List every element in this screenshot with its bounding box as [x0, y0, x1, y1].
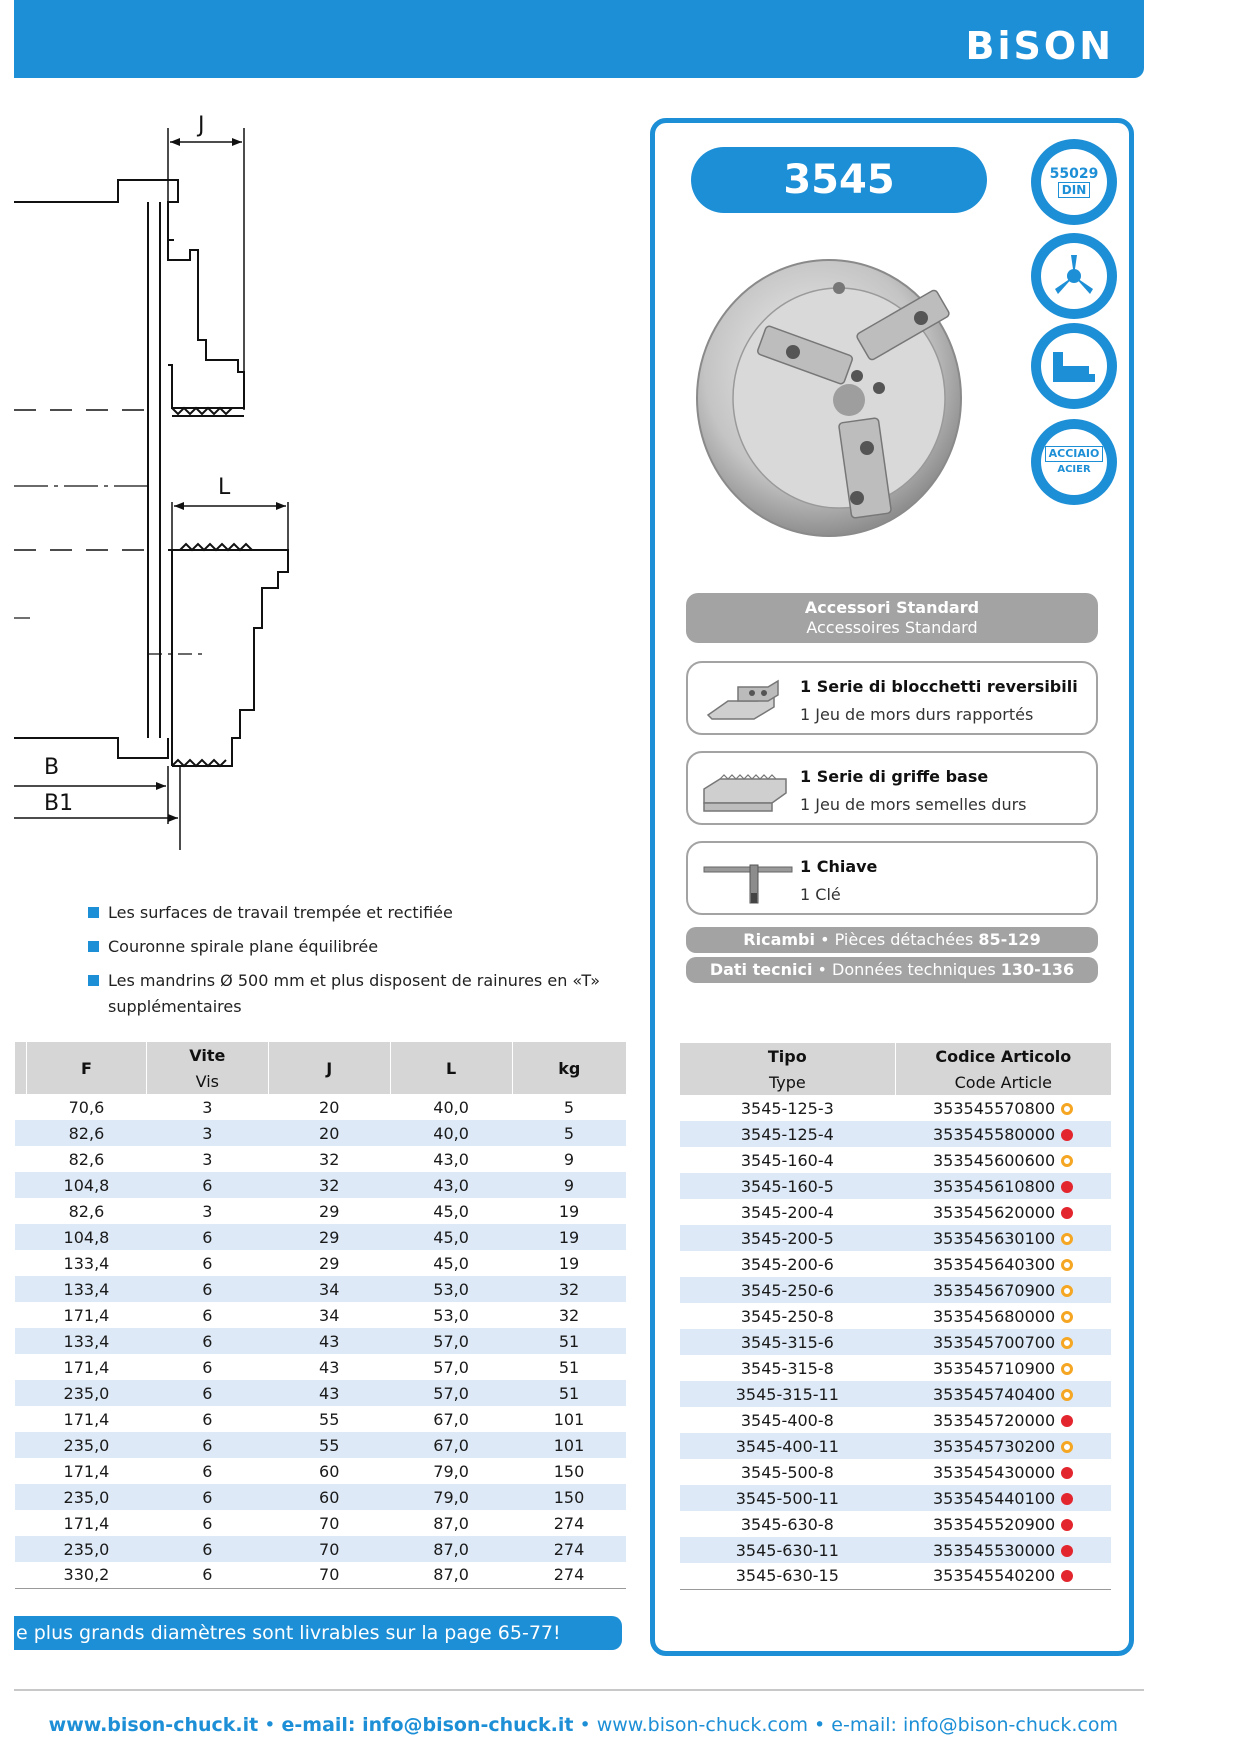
- spec-cell: 40,0: [390, 1120, 512, 1146]
- spec-cell: 171,4: [63, 1409, 110, 1429]
- article-code-cell: [895, 1147, 1111, 1173]
- spec-cell: 55: [268, 1432, 390, 1458]
- article-type-cell: 3545-200-6: [740, 1254, 834, 1274]
- feature-item: Les mandrins Ø 500 mm et plus disposent de rainures en «T» supplémentaires: [88, 968, 608, 1020]
- availability-ring-dot-icon: [1061, 1441, 1073, 1453]
- spec-cell-cut: [15, 1432, 27, 1458]
- article-code: 353545520900: [932, 1514, 1056, 1534]
- spec-cell: 19: [512, 1224, 626, 1250]
- article-code: 353545430000: [932, 1462, 1056, 1482]
- article-code: 353545620000: [932, 1202, 1056, 1222]
- article-code-cell: [895, 1355, 1111, 1381]
- spec-cell: 43,0: [433, 1149, 469, 1169]
- spec-cell: 6: [202, 1461, 213, 1481]
- article-row: [680, 1537, 1112, 1563]
- spec-cell: 70: [268, 1562, 390, 1588]
- article-type-cell: 3545-630-15: [680, 1563, 896, 1589]
- jaw-profile-badge-icon: [1031, 323, 1117, 409]
- spec-cell: 3: [202, 1097, 213, 1117]
- spec-cell: 133,4: [26, 1276, 146, 1302]
- spec-row: [15, 1536, 627, 1562]
- spec-cell: 6: [146, 1484, 268, 1510]
- code-header-codice: Codice Articolo: [895, 1043, 1111, 1069]
- spec-cell: 79,0: [433, 1461, 469, 1481]
- spec-cell: 330,2: [26, 1562, 146, 1588]
- din-number: 55029: [1049, 166, 1099, 182]
- dimension-l-label: L: [218, 475, 231, 500]
- article-row: [680, 1199, 1112, 1225]
- spec-cell: 6: [146, 1276, 268, 1302]
- spec-cell: 104,8: [26, 1224, 146, 1250]
- availability-filled-dot-icon: [1061, 1493, 1073, 1505]
- spec-cell: 171,4: [63, 1305, 110, 1325]
- spec-cell: 70,6: [68, 1097, 105, 1117]
- spec-row: [15, 1146, 627, 1172]
- spec-cell: 29: [319, 1201, 340, 1221]
- accessory-1-fr: 1 Jeu de mors durs rapportés: [800, 705, 1034, 724]
- spec-cell: 19: [558, 1201, 580, 1221]
- availability-filled-dot-icon: [1061, 1129, 1073, 1141]
- spec-cell: 5: [563, 1097, 575, 1117]
- spec-cell: 101: [553, 1409, 585, 1429]
- spec-cell-cut: [15, 1328, 27, 1354]
- article-type-cell: 3545-315-8: [740, 1358, 834, 1378]
- spec-cell: 3: [202, 1149, 213, 1169]
- spec-cell-cut: [15, 1120, 27, 1146]
- spec-cell-cut: [15, 1146, 27, 1172]
- accessory-2-it: 1 Serie di griffe base: [800, 767, 989, 786]
- spec-row: [15, 1328, 627, 1354]
- accessory-reversible-jaws: [686, 661, 1098, 735]
- article-code: 353545740400: [932, 1384, 1056, 1404]
- article-type-cell: 3545-125-4: [680, 1121, 896, 1147]
- spec-cell: 235,0: [26, 1380, 146, 1406]
- spec-cell-cut: [15, 1224, 27, 1250]
- spec-cell: 45,0: [433, 1201, 469, 1221]
- article-type-cell: 3545-400-11: [680, 1433, 896, 1459]
- spec-row: [15, 1120, 627, 1146]
- spec-cell: 32: [268, 1172, 390, 1198]
- spec-header-cut: [15, 1042, 27, 1094]
- spec-row: [15, 1458, 627, 1484]
- spec-cell: 87,0: [390, 1562, 512, 1588]
- spec-cell-cut: [15, 1510, 27, 1536]
- availability-filled-dot-icon: [1061, 1519, 1073, 1531]
- availability-ring-dot-icon: [1061, 1389, 1073, 1401]
- spec-cell: 6: [202, 1357, 213, 1377]
- article-code: 353545700700: [932, 1332, 1056, 1352]
- article-code: 353545720000: [932, 1410, 1056, 1430]
- code-header-code: Code Article: [895, 1069, 1111, 1095]
- article-type-cell: 3545-200-5: [680, 1225, 896, 1251]
- article-code-cell: [895, 1225, 1111, 1251]
- spec-cell: 32: [558, 1305, 580, 1325]
- article-code-cell: [895, 1537, 1111, 1563]
- spec-cell: 101: [512, 1432, 626, 1458]
- spec-cell-cut: [15, 1302, 27, 1328]
- article-code-cell: [895, 1459, 1111, 1485]
- chuck-product-image: [689, 248, 989, 548]
- spec-cell-cut: [15, 1380, 27, 1406]
- code-header-tipo: Tipo: [680, 1043, 896, 1069]
- spec-cell: 6: [202, 1253, 213, 1273]
- article-row: [680, 1459, 1112, 1485]
- spec-cell: 6: [146, 1380, 268, 1406]
- spec-cell: 43,0: [390, 1172, 512, 1198]
- spec-cell: 6: [146, 1328, 268, 1354]
- spec-cell: 133,4: [26, 1328, 146, 1354]
- article-type-cell: 3545-315-6: [680, 1329, 896, 1355]
- article-code-cell: [895, 1303, 1111, 1329]
- availability-filled-dot-icon: [1061, 1207, 1073, 1219]
- jaw-step-symbol-icon: [1049, 346, 1099, 386]
- accessory-base-jaws: [686, 751, 1098, 825]
- spec-cell: 29: [268, 1224, 390, 1250]
- spec-cell: 87,0: [390, 1536, 512, 1562]
- product-panel: [650, 118, 1134, 1656]
- article-type-cell: 3545-315-11: [680, 1381, 896, 1407]
- square-bullet-icon: [88, 975, 99, 986]
- technical-data-link[interactable]: Dati tecnici • Données techniques 130-136: [686, 957, 1098, 983]
- article-code-cell: [895, 1173, 1111, 1199]
- spec-cell: 60: [319, 1461, 340, 1481]
- base-jaws-icon: [698, 761, 794, 817]
- article-type-cell: 3545-200-4: [740, 1202, 834, 1222]
- spec-cell: 79,0: [390, 1484, 512, 1510]
- article-row: [680, 1147, 1112, 1173]
- spec-cell: 40,0: [433, 1097, 469, 1117]
- spec-cell: 20: [319, 1097, 340, 1117]
- spec-cell-cut: [15, 1562, 27, 1588]
- spec-row: [15, 1562, 627, 1588]
- spec-header-l: L: [390, 1042, 512, 1094]
- spec-row: [15, 1198, 627, 1224]
- availability-filled-dot-icon: [1061, 1545, 1073, 1557]
- accessory-2-fr: 1 Jeu de mors semelles durs: [800, 795, 1027, 814]
- spec-cell: 6: [146, 1536, 268, 1562]
- spec-row: [15, 1276, 627, 1302]
- article-row: [680, 1433, 1112, 1459]
- spec-cell-cut: [15, 1354, 27, 1380]
- spec-cell: 82,6: [68, 1201, 105, 1221]
- spec-cell: 104,8: [26, 1172, 146, 1198]
- spec-cell: 6: [146, 1432, 268, 1458]
- dimension-j-label: J: [198, 113, 205, 138]
- article-code: 353545600600: [932, 1150, 1056, 1170]
- spec-row: [15, 1094, 627, 1120]
- spec-header-vite: Vite: [146, 1042, 268, 1068]
- spec-row: [15, 1406, 627, 1432]
- standard-accessories-header: Accessori Standard Accessoires Standard: [686, 593, 1098, 643]
- chuck-key-icon: [698, 851, 794, 907]
- spec-cell: 60: [268, 1484, 390, 1510]
- article-code: 353545680000: [932, 1306, 1056, 1326]
- three-jaw-chuck-badge-icon: [1031, 233, 1117, 319]
- article-code: 353545730200: [932, 1436, 1056, 1456]
- accessory-key: [686, 841, 1098, 915]
- spec-cell: 150: [512, 1484, 626, 1510]
- spec-cell: 6: [146, 1562, 268, 1588]
- availability-ring-dot-icon: [1061, 1363, 1073, 1375]
- feature-item: Les surfaces de travail trempée et rectifiée: [88, 900, 608, 926]
- reversible-jaws-icon: [698, 671, 794, 727]
- article-code: 353545530000: [932, 1540, 1056, 1560]
- article-row: [680, 1303, 1112, 1329]
- spec-cell: 171,4: [63, 1357, 110, 1377]
- steel-it-label: ACCIAIO: [1045, 446, 1104, 462]
- article-code-cell: [895, 1511, 1111, 1537]
- article-row: [680, 1381, 1112, 1407]
- din-gear-badge-icon: [1031, 139, 1117, 225]
- article-row: [680, 1225, 1112, 1251]
- spec-cell: 9: [512, 1172, 626, 1198]
- article-type-cell: 3545-400-8: [740, 1410, 834, 1430]
- spec-cell: 57,0: [390, 1328, 512, 1354]
- spec-cell: 82,6: [26, 1120, 146, 1146]
- article-code: 353545580000: [932, 1124, 1056, 1144]
- article-row: [680, 1121, 1112, 1147]
- spec-cell: 5: [512, 1120, 626, 1146]
- spec-cell-cut: [15, 1094, 27, 1120]
- spec-cell-cut: [15, 1276, 27, 1302]
- header-bar: [14, 0, 1144, 78]
- spec-cell: 67,0: [433, 1409, 469, 1429]
- spec-cell: 32: [512, 1276, 626, 1302]
- article-code-cell: [895, 1329, 1111, 1355]
- spec-cell-cut: [15, 1198, 27, 1224]
- spec-cell: 171,4: [63, 1513, 110, 1533]
- larger-diameters-notice: e plus grands diamètres sont livrables sur la page 65-77!: [14, 1616, 622, 1650]
- feature-list: [88, 900, 608, 1028]
- steel-badge-icon: [1031, 419, 1117, 505]
- article-code-cell: [895, 1251, 1111, 1277]
- spec-cell: 6: [202, 1409, 213, 1429]
- article-code-cell: [895, 1433, 1111, 1459]
- model-number: 3545: [691, 147, 987, 213]
- spec-cell: 274: [512, 1562, 626, 1588]
- footer-email-it[interactable]: e-mail: info@bison-chuck.it: [281, 1714, 574, 1736]
- spec-cell: 235,0: [26, 1432, 146, 1458]
- footer-email-com[interactable]: e-mail: info@bison-chuck.com: [831, 1714, 1118, 1736]
- spec-cell: 235,0: [26, 1536, 146, 1562]
- article-code-cell: [895, 1381, 1111, 1407]
- spec-row: [15, 1380, 627, 1406]
- availability-filled-dot-icon: [1061, 1570, 1073, 1582]
- spec-cell-cut: [15, 1172, 27, 1198]
- spec-cell: 19: [558, 1253, 580, 1273]
- accessory-3-it: 1 Chiave: [800, 857, 878, 876]
- article-type-cell: 3545-630-11: [680, 1537, 896, 1563]
- spec-cell: 6: [146, 1224, 268, 1250]
- spec-cell: 34: [268, 1276, 390, 1302]
- article-code: 353545630100: [932, 1228, 1056, 1248]
- spec-row: [15, 1432, 627, 1458]
- dimension-b-label: B: [44, 755, 60, 780]
- spec-cell: 235,0: [26, 1484, 146, 1510]
- spec-header-j: J: [268, 1042, 390, 1094]
- spec-cell-cut: [15, 1536, 27, 1562]
- article-code-cell: [895, 1485, 1111, 1511]
- availability-filled-dot-icon: [1061, 1181, 1073, 1193]
- article-row: [680, 1277, 1112, 1303]
- spec-cell: 171,4: [63, 1461, 110, 1481]
- spec-cell: 29: [319, 1253, 340, 1273]
- spec-cell-cut: [15, 1406, 27, 1432]
- code-header-type: Type: [680, 1069, 896, 1095]
- article-code-cell: [895, 1407, 1111, 1433]
- spec-cell-cut: [15, 1484, 27, 1510]
- footer-divider: [14, 1689, 1144, 1691]
- spec-cell: 6: [202, 1305, 213, 1325]
- article-code-cell: [895, 1095, 1111, 1121]
- spec-cell: 43: [268, 1328, 390, 1354]
- article-type-cell: 3545-160-5: [680, 1173, 896, 1199]
- spec-cell: 53,0: [433, 1305, 469, 1325]
- spec-table: [14, 1042, 626, 1589]
- article-code-cell: [895, 1277, 1111, 1303]
- spec-cell: 34: [319, 1305, 340, 1325]
- spec-cell: 82,6: [68, 1149, 105, 1169]
- article-type-cell: 3545-630-8: [740, 1514, 834, 1534]
- footer-site-com[interactable]: www.bison-chuck.com: [596, 1714, 808, 1736]
- spec-header-vis: Vis: [146, 1068, 268, 1094]
- spec-row: [15, 1354, 627, 1380]
- three-jaw-symbol-icon: [1049, 251, 1099, 301]
- availability-ring-dot-icon: [1061, 1337, 1073, 1349]
- spec-cell: 51: [558, 1357, 580, 1377]
- article-code-body: [680, 1095, 1112, 1589]
- spec-cell: 57,0: [390, 1380, 512, 1406]
- article-row: [680, 1355, 1112, 1381]
- availability-ring-dot-icon: [1061, 1155, 1073, 1167]
- footer: www.bison-chuck.it • e-mail: info@bison-chuck.it • www.bison-chuck.com • e-mail: info@bison-chuck.com: [48, 1714, 1118, 1736]
- spec-cell: 3: [202, 1201, 213, 1221]
- spec-cell: 51: [512, 1328, 626, 1354]
- spec-cell: 133,4: [63, 1253, 110, 1273]
- availability-filled-dot-icon: [1061, 1467, 1073, 1479]
- spec-cell-cut: [15, 1458, 27, 1484]
- article-type-cell: 3545-250-8: [740, 1306, 834, 1326]
- steel-fr-label: ACIER: [1057, 464, 1091, 475]
- spec-cell: 55: [319, 1409, 340, 1429]
- spec-header-kg: kg: [512, 1042, 626, 1094]
- article-row: [680, 1095, 1112, 1121]
- spec-cell: 87,0: [433, 1513, 469, 1533]
- article-code: 353545440100: [932, 1488, 1056, 1508]
- article-row: [680, 1485, 1112, 1511]
- article-code-cell: [895, 1563, 1111, 1589]
- spec-cell: 6: [146, 1172, 268, 1198]
- accessory-3-fr: 1 Clé: [800, 885, 841, 904]
- din-label: DIN: [1058, 182, 1090, 198]
- availability-ring-dot-icon: [1061, 1259, 1073, 1271]
- spec-cell: 45,0: [433, 1253, 469, 1273]
- spec-row: [15, 1250, 627, 1276]
- spec-cell: 6: [202, 1513, 213, 1533]
- accessory-1-it: 1 Serie di blocchetti reversibili: [800, 677, 1078, 696]
- footer-site-it[interactable]: www.bison-chuck.it: [48, 1714, 259, 1736]
- availability-ring-dot-icon: [1061, 1285, 1073, 1297]
- spec-cell: 9: [563, 1149, 575, 1169]
- spec-row: [15, 1224, 627, 1250]
- spec-cell: 3: [146, 1120, 268, 1146]
- article-code: 353545670900: [932, 1280, 1056, 1300]
- spec-cell: 51: [512, 1380, 626, 1406]
- article-type-cell: 3545-250-6: [680, 1277, 896, 1303]
- article-type-cell: 3545-500-11: [680, 1485, 896, 1511]
- article-code-cell: [895, 1199, 1111, 1225]
- article-code-cell: [895, 1121, 1111, 1147]
- spec-row: [15, 1484, 627, 1510]
- spec-table-body: [15, 1094, 627, 1588]
- spec-cell: 57,0: [433, 1357, 469, 1377]
- article-code: 353545640300: [932, 1254, 1056, 1274]
- spec-cell: 45,0: [390, 1224, 512, 1250]
- article-row: [680, 1251, 1112, 1277]
- availability-ring-dot-icon: [1061, 1233, 1073, 1245]
- spec-cell: 32: [319, 1149, 340, 1169]
- spec-cell: 274: [553, 1513, 585, 1533]
- article-code: 353545540200: [932, 1566, 1056, 1586]
- spec-header-f: F: [26, 1042, 146, 1094]
- spec-cell: 43: [319, 1357, 340, 1377]
- feature-item: Couronne spirale plane équilibrée: [88, 934, 608, 960]
- article-row: [680, 1173, 1112, 1199]
- spec-row: [15, 1302, 627, 1328]
- article-code-table: [679, 1043, 1111, 1590]
- article-type-cell: 3545-160-4: [740, 1150, 834, 1170]
- spec-cell: 20: [268, 1120, 390, 1146]
- spec-cell: 43: [268, 1380, 390, 1406]
- article-code: 353545570800: [932, 1098, 1056, 1118]
- article-code: 353545710900: [932, 1358, 1056, 1378]
- square-bullet-icon: [88, 907, 99, 918]
- article-row: [680, 1563, 1112, 1589]
- spec-cell-cut: [15, 1250, 27, 1276]
- bison-logo: BiSON: [965, 24, 1114, 68]
- availability-ring-dot-icon: [1061, 1311, 1073, 1323]
- spec-cell: 67,0: [390, 1432, 512, 1458]
- article-row: [680, 1511, 1112, 1537]
- availability-ring-dot-icon: [1061, 1103, 1073, 1115]
- article-type-cell: 3545-125-3: [740, 1098, 834, 1118]
- article-row: [680, 1407, 1112, 1433]
- availability-filled-dot-icon: [1061, 1415, 1073, 1427]
- spec-row: [15, 1510, 627, 1536]
- square-bullet-icon: [88, 941, 99, 952]
- spec-cell: 274: [512, 1536, 626, 1562]
- spec-cell: 70: [268, 1536, 390, 1562]
- spec-cell: 70: [319, 1513, 340, 1533]
- article-code: 353545610800: [932, 1176, 1056, 1196]
- spec-row: [15, 1172, 627, 1198]
- article-row: [680, 1329, 1112, 1355]
- spec-cell: 150: [553, 1461, 585, 1481]
- technical-drawing: [0, 110, 320, 850]
- article-type-cell: 3545-500-8: [740, 1462, 834, 1482]
- spare-parts-link[interactable]: Ricambi • Pièces détachées 85-129: [686, 927, 1098, 953]
- dimension-b1-label: B1: [44, 791, 74, 816]
- spec-cell: 53,0: [390, 1276, 512, 1302]
